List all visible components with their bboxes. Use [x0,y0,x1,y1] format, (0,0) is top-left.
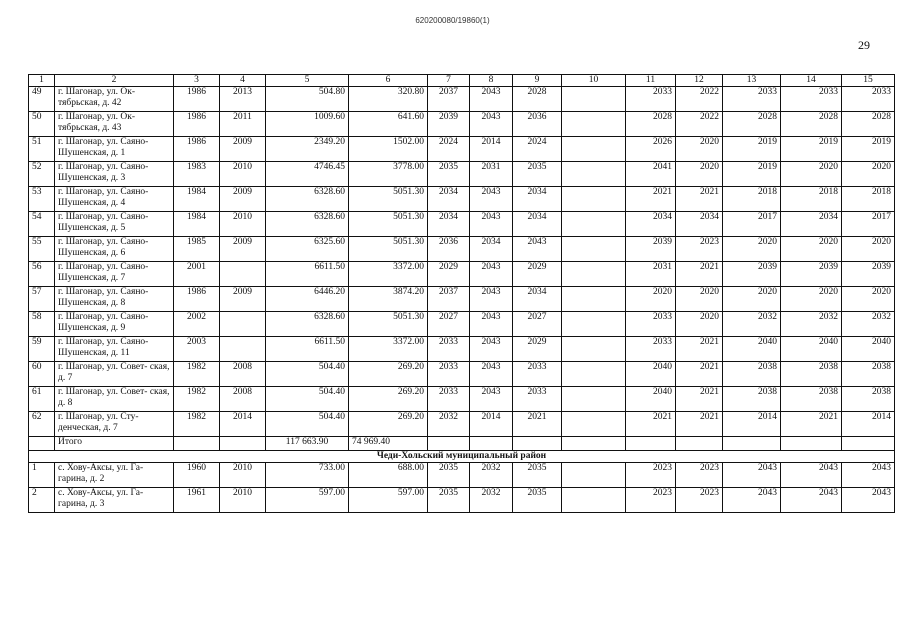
table-cell: 2013 [220,87,266,112]
table-row [29,287,895,312]
table-cell: 2034 [781,212,842,237]
table-cell [174,437,220,451]
table-cell: 2349.20 [266,137,349,162]
table-cell: 2043 [470,262,513,287]
table-cell [626,437,676,451]
table-cell: 2033 [513,387,562,412]
table-cell: 2038 [723,362,781,387]
column-number: 5 [266,75,349,87]
table-cell: 2028 [781,112,842,137]
table-cell: 2020 [781,237,842,262]
table-cell: 2008 [220,362,266,387]
table-cell: 2033 [842,87,895,112]
table-row [29,237,895,262]
table-cell: 2033 [428,387,470,412]
table-cell: 1983 [174,162,220,187]
table-cell: 2026 [626,137,676,162]
table-cell: 2043 [470,187,513,212]
table-row [29,187,895,212]
table-cell: 2033 [626,312,676,337]
table-row [29,112,895,137]
table-cell [562,187,626,212]
row-number: 60 [29,362,55,387]
column-number: 4 [220,75,266,87]
table-cell: 2003 [174,337,220,362]
table-cell [562,463,626,488]
table-cell: 6611.50 [266,337,349,362]
row-number: 54 [29,212,55,237]
column-number: 1 [29,75,55,87]
table-cell: 2011 [220,112,266,137]
table-cell: 1009.60 [266,112,349,137]
table-cell [562,262,626,287]
table-cell: 2043 [470,362,513,387]
table-cell: 641.60 [349,112,428,137]
column-number: 10 [562,75,626,87]
table-cell: 1986 [174,87,220,112]
table-cell [562,437,626,451]
table-row [29,137,895,162]
table-cell [562,412,626,437]
row-number: 2 [29,488,55,513]
table-cell: 1986 [174,287,220,312]
address-cell: г. Шагонар, ул. Саяно- Шушенская, д. 7 [55,262,174,287]
row-number: 57 [29,287,55,312]
table-cell: 2035 [513,463,562,488]
table-cell: 2020 [676,287,723,312]
table-cell: 597.00 [266,488,349,513]
row-number: 49 [29,87,55,112]
row-number: 53 [29,187,55,212]
table-cell: 2014 [220,412,266,437]
table-row [29,337,895,362]
table-cell: 2020 [723,287,781,312]
table-cell: 2028 [626,112,676,137]
table-cell: 2037 [428,287,470,312]
table-cell: 2034 [428,212,470,237]
table-cell: 2031 [470,162,513,187]
table-cell: 2043 [781,488,842,513]
table-cell: 2039 [428,112,470,137]
table-cell [562,312,626,337]
column-number: 3 [174,75,220,87]
row-number: 58 [29,312,55,337]
table-cell: 269.20 [349,387,428,412]
table-cell: 2021 [626,187,676,212]
table-cell: 2018 [723,187,781,212]
table-cell: 2032 [723,312,781,337]
document-id: 620200080/19860(1) [415,16,490,25]
table-cell [676,437,723,451]
table-cell: 2043 [470,387,513,412]
table-cell: 2014 [723,412,781,437]
row-number: 1 [29,463,55,488]
table-cell: 2009 [220,287,266,312]
table-cell [562,162,626,187]
total-row [29,437,895,451]
table-cell [723,437,781,451]
table-cell: 2009 [220,137,266,162]
table-cell: 5051.30 [349,237,428,262]
table-cell: 5051.30 [349,212,428,237]
table-cell: 2020 [676,137,723,162]
table-cell: 269.20 [349,412,428,437]
address-cell: г. Шагонар, ул. Ок- тябрьская, д. 43 [55,112,174,137]
table-cell [220,262,266,287]
table-cell: 2009 [220,237,266,262]
table-cell: 2035 [428,488,470,513]
table-cell: 2023 [676,463,723,488]
table-cell: 2034 [513,212,562,237]
address-cell: г. Шагонар, ул. Саяно- Шушенская, д. 1 [55,137,174,162]
table-cell: 504.40 [266,412,349,437]
table-cell: 2024 [428,137,470,162]
table-cell: 2035 [513,162,562,187]
address-cell: г. Шагонар, ул. Ок- тябрьская, д. 42 [55,87,174,112]
table-cell: 2038 [781,362,842,387]
column-number: 9 [513,75,562,87]
table-cell: 2035 [428,162,470,187]
total-label: Итого [55,437,174,451]
table-cell: 1982 [174,362,220,387]
table-cell: 2024 [513,137,562,162]
table-cell [220,337,266,362]
table-cell: 597.00 [349,488,428,513]
address-cell: г. Шагонар, ул. Саяно- Шушенская, д. 5 [55,212,174,237]
table-cell: 2019 [842,137,895,162]
table-cell: 2014 [470,412,513,437]
table-cell: 2023 [626,463,676,488]
table-cell: 6328.60 [266,187,349,212]
table-cell: 2043 [470,337,513,362]
table-cell: 2036 [513,112,562,137]
table-cell: 2033 [723,87,781,112]
housing-register-table [28,74,895,513]
table-cell: 2001 [174,262,220,287]
table-cell: 688.00 [349,463,428,488]
table-cell: 5051.30 [349,187,428,212]
table-cell: 2009 [220,187,266,212]
table-cell: 2031 [626,262,676,287]
table-cell: 2021 [626,412,676,437]
table-cell: 2039 [781,262,842,287]
table-cell: 2021 [676,412,723,437]
row-number: 56 [29,262,55,287]
table-cell [781,437,842,451]
row-number: 59 [29,337,55,362]
column-number: 11 [626,75,676,87]
table-cell: 2033 [626,337,676,362]
total-area: 117 663.90 [266,437,349,451]
table-cell [842,437,895,451]
address-cell: с. Хову-Аксы, ул. Га- гарина, д. 2 [55,463,174,488]
address-cell: с. Хову-Аксы, ул. Га- гарина, д. 3 [55,488,174,513]
table-row [29,162,895,187]
table-cell [428,437,470,451]
table-cell [562,87,626,112]
table-row [29,87,895,112]
table-cell [220,312,266,337]
table-cell: 2020 [676,162,723,187]
table-cell: 504.40 [266,387,349,412]
row-number: 52 [29,162,55,187]
column-number: 15 [842,75,895,87]
table-cell: 2028 [723,112,781,137]
table-cell: 2038 [842,362,895,387]
table-cell [562,237,626,262]
table-cell: 6611.50 [266,262,349,287]
table-row [29,387,895,412]
table-cell: 2027 [513,312,562,337]
table-cell [513,437,562,451]
table-cell: 269.20 [349,362,428,387]
table-cell: 2021 [676,362,723,387]
table-cell: 2043 [781,463,842,488]
table-cell: 2019 [723,162,781,187]
table-cell: 6446.20 [266,287,349,312]
table-cell: 3372.00 [349,262,428,287]
table-cell: 2023 [676,237,723,262]
table-cell: 2034 [676,212,723,237]
table-cell: 2043 [723,488,781,513]
table-cell: 2029 [513,262,562,287]
table-cell: 2034 [513,187,562,212]
address-cell: г. Шагонар, ул. Саяно- Шушенская, д. 9 [55,312,174,337]
table-cell: 2017 [723,212,781,237]
table-cell: 1986 [174,137,220,162]
row-number: 62 [29,412,55,437]
table-cell: 2033 [428,337,470,362]
table-cell: 2022 [676,112,723,137]
address-cell: г. Шагонар, ул. Саяно- Шушенская, д. 8 [55,287,174,312]
section-row [29,451,895,463]
table-cell: 2032 [842,312,895,337]
address-cell: г. Шагонар, ул. Совет- ская, д. 7 [55,362,174,387]
table-cell: 1986 [174,112,220,137]
table-cell: 2021 [676,337,723,362]
table-cell [562,212,626,237]
table-cell [220,437,266,451]
table-cell: 2040 [626,387,676,412]
table-cell: 2043 [723,463,781,488]
table-row [29,212,895,237]
table-cell: 2008 [220,387,266,412]
table-cell: 2020 [676,312,723,337]
table-cell: 2040 [781,337,842,362]
table-cell: 2035 [428,463,470,488]
table-cell: 2033 [781,87,842,112]
table-cell: 2010 [220,162,266,187]
table-cell: 2034 [513,287,562,312]
table-cell: 1982 [174,387,220,412]
table-cell [562,137,626,162]
column-number: 14 [781,75,842,87]
table-cell: 2040 [626,362,676,387]
table-cell: 2043 [470,287,513,312]
table-cell: 2043 [842,463,895,488]
table-cell: 2020 [842,162,895,187]
page-number: 29 [858,38,870,52]
table-cell: 2043 [470,212,513,237]
table-cell: 6325.60 [266,237,349,262]
table-cell: 733.00 [266,463,349,488]
table-cell: 2035 [513,488,562,513]
table-cell: 2021 [676,187,723,212]
table-cell: 2034 [626,212,676,237]
table-row [29,412,895,437]
table-cell: 2021 [781,412,842,437]
table-cell: 2017 [842,212,895,237]
column-number: 13 [723,75,781,87]
table-cell: 2014 [470,137,513,162]
table-cell: 2022 [676,87,723,112]
table-cell: 2020 [842,287,895,312]
table-cell: 2033 [428,362,470,387]
table-cell [562,112,626,137]
column-number: 6 [349,75,428,87]
table-cell [562,387,626,412]
table-cell: 1982 [174,412,220,437]
table-row [29,312,895,337]
table-cell [562,337,626,362]
table-cell: 5051.30 [349,312,428,337]
table-cell: 2040 [842,337,895,362]
table-cell: 2043 [470,312,513,337]
table-cell: 2023 [626,488,676,513]
table-cell [562,362,626,387]
table-cell: 2019 [723,137,781,162]
section-title: Чеди-Хольский муниципальный район [29,451,895,463]
table-cell: 1960 [174,463,220,488]
table-cell: 2034 [470,237,513,262]
table-cell: 2037 [428,87,470,112]
table-cell: 1984 [174,212,220,237]
table-cell: 2029 [513,337,562,362]
table-cell: 2043 [513,237,562,262]
table-cell: 2020 [781,162,842,187]
table-cell [470,437,513,451]
table-cell: 2032 [428,412,470,437]
table-cell [562,287,626,312]
address-cell: г. Шагонар, ул. Саяно- Шушенская, д. 3 [55,162,174,187]
table-cell: 2018 [842,187,895,212]
table-row [29,362,895,387]
table-cell: 2034 [428,187,470,212]
table-cell: 2021 [513,412,562,437]
table-cell: 2033 [626,87,676,112]
address-cell: г. Шагонар, ул. Совет- ская, д. 8 [55,387,174,412]
column-number: 8 [470,75,513,87]
table-cell: 2033 [513,362,562,387]
table-cell [29,437,55,451]
table-cell: 320.80 [349,87,428,112]
table-cell: 2038 [781,387,842,412]
table-cell: 2032 [470,488,513,513]
table-cell: 2020 [842,237,895,262]
table-cell: 6328.60 [266,312,349,337]
table-cell: 2021 [676,262,723,287]
table-cell: 1502.00 [349,137,428,162]
table-cell: 2028 [513,87,562,112]
address-cell: г. Шагонар, ул. Саяно- Шушенская, д. 6 [55,237,174,262]
table-cell: 2010 [220,463,266,488]
table-cell: 2019 [781,137,842,162]
table-cell: 2039 [842,262,895,287]
table-cell: 2010 [220,212,266,237]
table-cell: 3778.00 [349,162,428,187]
table-cell: 2038 [723,387,781,412]
table-cell: 4746.45 [266,162,349,187]
table-cell: 2021 [676,387,723,412]
table-cell: 2020 [723,237,781,262]
table-cell: 2014 [842,412,895,437]
table-cell: 2023 [676,488,723,513]
table-cell: 2020 [781,287,842,312]
address-cell: г. Шагонар, ул. Саяно- Шушенская, д. 4 [55,187,174,212]
table-cell: 2036 [428,237,470,262]
table-cell: 2029 [428,262,470,287]
table-cell: 2027 [428,312,470,337]
table-row [29,463,895,488]
address-cell: г. Шагонар, ул. Саяно- Шушенская, д. 11 [55,337,174,362]
table-row [29,488,895,513]
table-cell: 6328.60 [266,212,349,237]
column-number: 7 [428,75,470,87]
address-cell: г. Шагонар, ул. Сту- денческая, д. 7 [55,412,174,437]
row-number: 61 [29,387,55,412]
column-number: 2 [55,75,174,87]
table-cell: 504.40 [266,362,349,387]
table-cell [562,488,626,513]
table-cell: 2040 [723,337,781,362]
table-row [29,262,895,287]
table-cell: 2018 [781,187,842,212]
table-cell: 2038 [842,387,895,412]
table-cell: 2043 [470,87,513,112]
table-cell: 2041 [626,162,676,187]
table-cell: 3372.00 [349,337,428,362]
table-cell: 2039 [626,237,676,262]
total-living-area: 74 969.40 [349,437,428,451]
table-cell: 1985 [174,237,220,262]
table-cell: 2020 [626,287,676,312]
table-cell: 3874.20 [349,287,428,312]
table-cell: 2032 [470,463,513,488]
table-cell: 2010 [220,488,266,513]
row-number: 51 [29,137,55,162]
table-cell: 2043 [842,488,895,513]
table-cell: 2043 [470,112,513,137]
table-cell: 2002 [174,312,220,337]
table-cell: 2039 [723,262,781,287]
table-cell: 1961 [174,488,220,513]
table-cell: 504.80 [266,87,349,112]
column-number-row [29,75,895,87]
table-cell: 2028 [842,112,895,137]
row-number: 55 [29,237,55,262]
table-body [29,75,895,513]
table-cell: 2032 [781,312,842,337]
column-number: 12 [676,75,723,87]
table-cell: 1984 [174,187,220,212]
row-number: 50 [29,112,55,137]
